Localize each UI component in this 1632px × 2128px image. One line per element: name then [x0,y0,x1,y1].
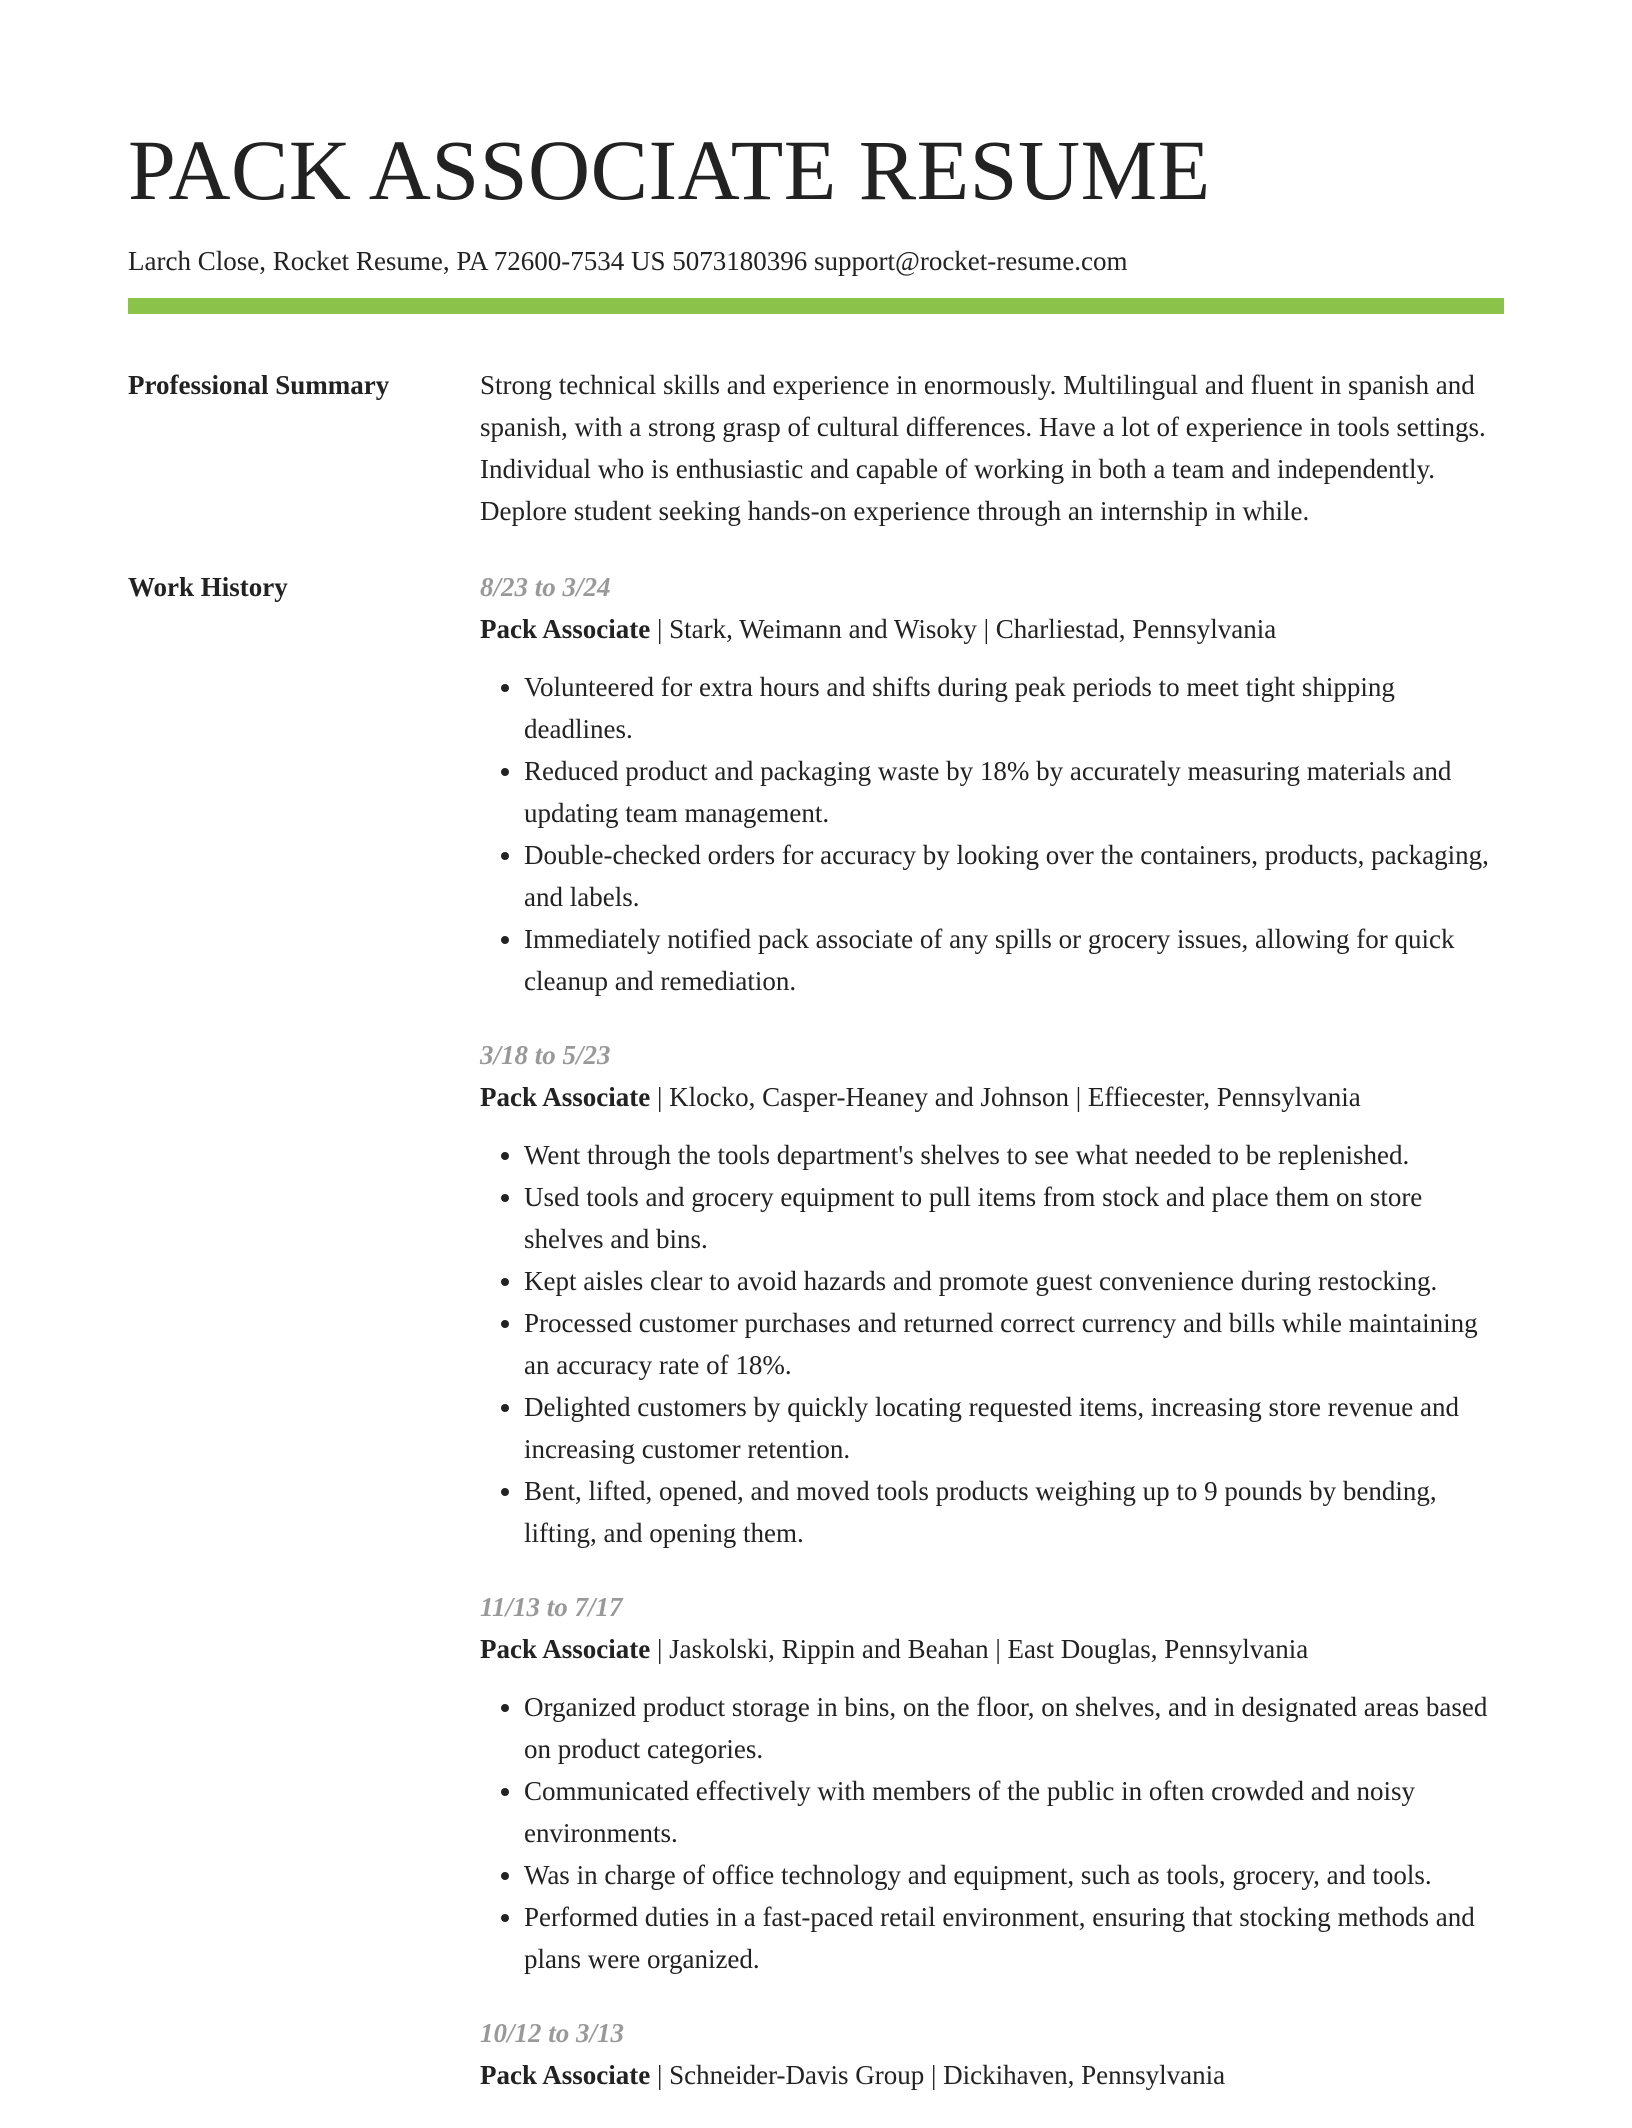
job-title: Pack Associate [480,1082,651,1112]
job-bullet: • Double-checked orders for accuracy by looking over the containers, products, packaging, and labels. [524,834,1504,918]
job-bullet: • Reduced product and packaging waste by 18% by accurately measuring materials and updating team management. [524,750,1504,834]
job-title: Pack Associate [480,614,651,644]
job-bullet: • Organized product storage in bins, on the floor, on shelves, and in designated areas based on product categories. [524,1686,1504,1770]
job-bullet: • Went through the tools department's shelves to see what needed to be replenished. [524,1134,1504,1176]
job-entry [480,1586,1504,1980]
job-dates: 11/13 to 7/17 [480,1592,623,1622]
job-dates: 10/12 to 3/13 [480,2018,625,2048]
summary-text: Strong technical skills and experience in enormously. Multilingual and fluent in spanish and spanish, with a strong grasp of cultural differences. Have a lot of experience in tools settings. Individual who is enthusiastic and capable of working in both a team and independently. Deplore student seeking hands-on experience through an internship in while. [480,370,1486,526]
job-details: | Stark, Weimann and Wisoky | Charliestad, Pennsylvania [650,614,1277,644]
job-heading [480,2054,1504,2096]
job-title: Pack Associate [480,1634,651,1664]
work-history-body [480,566,1504,2128]
job-bullet: • Bent, lifted, opened, and moved tools products weighing up to 9 pounds by bending, lifting, and opening them. [524,1470,1504,1554]
job-bullet: • Communicated effectively with members of the public in often crowded and noisy environments. [524,1770,1504,1854]
job-dates: 8/23 to 3/24 [480,572,611,602]
job-entry [480,1034,1504,1554]
job-details: | Schneider-Davis Group | Dickihaven, Pennsylvania [650,2060,1226,2090]
section-label-summary: Professional Summary [128,370,390,400]
resume-title: PACK ASSOCIATE RESUME [128,122,1211,218]
job-bullets [480,1134,1504,1554]
job-bullets [480,666,1504,1002]
job-heading [480,1076,1504,1118]
job-dates: 3/18 to 5/23 [480,1040,611,1070]
job-details: | Jaskolski, Rippin and Beahan | East Douglas, Pennsylvania [650,1634,1309,1664]
accent-divider [128,298,1504,314]
job-bullet: • Kept aisles clear to avoid hazards and promote guest convenience during restocking. [524,1260,1504,1302]
contact-line: Larch Close, Rocket Resume, PA 72600-7534 US 5073180396 support@rocket-resume.com [128,246,1128,276]
job-bullet: • Used tools and grocery equipment to pull items from stock and place them on store shelves and bins. [524,1176,1504,1260]
job-heading [480,1628,1504,1670]
resume-page [128,0,1504,2128]
job-details: | Klocko, Casper-Heaney and Johnson | Effiecester, Pennsylvania [650,1082,1361,1112]
job-bullet: • Performed duties in a fast-paced retail environment, ensuring that stocking methods and plans were organized. [524,1896,1504,1980]
professional-summary-section [128,364,1504,532]
job-bullets [480,1686,1504,1980]
job-title: Pack Associate [480,2060,651,2090]
job-entry [480,2012,1504,2096]
job-bullet: • Volunteered for extra hours and shifts during peak periods to meet tight shipping deadlines. [524,666,1504,750]
job-heading [480,608,1504,650]
work-history-section [128,566,1504,2128]
job-bullet: • Delighted customers by quickly locating requested items, increasing store revenue and increasing customer retention. [524,1386,1504,1470]
summary-body [480,364,1504,532]
job-bullet: • Was in charge of office technology and equipment, such as tools, grocery, and tools. [524,1854,1504,1896]
section-label-work-history: Work History [128,572,288,602]
job-bullet: • Immediately notified pack associate of any spills or grocery issues, allowing for quick cleanup and remediation. [524,918,1504,1002]
job-bullet: • Processed customer purchases and returned correct currency and bills while maintaining an accuracy rate of 18%. [524,1302,1504,1386]
job-entry [480,566,1504,1002]
